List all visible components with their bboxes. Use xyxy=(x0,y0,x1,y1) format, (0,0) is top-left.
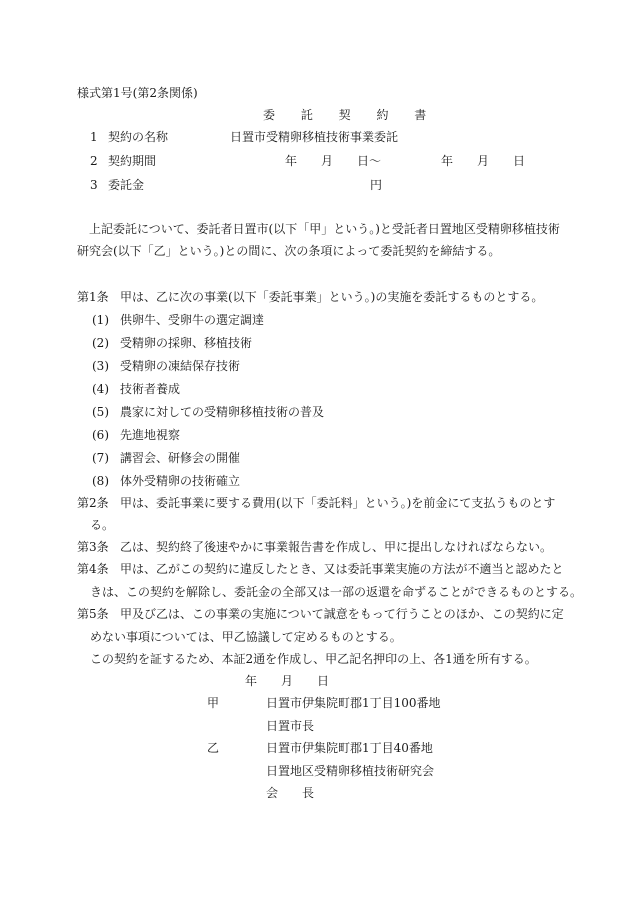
subitem-1-text: 供卵牛、受卵牛の選定調達 xyxy=(120,313,265,327)
article-5-line-2: めない事項については、甲乙協議して定めるものとする。 xyxy=(90,630,402,644)
subitem-2-number: (2) xyxy=(92,336,109,350)
item-2-value: 年 月 日〜 年 月 日 xyxy=(285,154,526,168)
item-1-label: 契約の名称 xyxy=(108,130,169,144)
subitem-4-text: 技術者養成 xyxy=(120,382,181,396)
article-4-line-2: きは、この契約を解除し、委託金の全部又は一部の返還を命ずることができるものとする。 xyxy=(90,585,583,599)
party-a-label: 甲 xyxy=(207,696,220,710)
item-3-number: 3 xyxy=(90,178,98,192)
article-4-head: 第4条 xyxy=(77,562,109,576)
closing-statement: この契約を証するため、本証2通を作成し、甲乙記名押印の上、各1通を所有する。 xyxy=(90,652,537,666)
subitem-5-text: 農家に対しての受精卵移植技術の普及 xyxy=(120,405,325,419)
signature-date: 年 月 日 xyxy=(245,674,330,688)
article-3-head: 第3条 xyxy=(77,540,109,554)
article-1-text: 甲は、乙に次の事業(以下「委託事業」という。)の実施を委託するものとする。 xyxy=(120,290,544,304)
subitem-4-number: (4) xyxy=(92,382,109,396)
subitem-8-text: 体外受精卵の技術確立 xyxy=(120,474,241,488)
preamble-line-1: 上記委託について、委託者日置市(以下「甲」という。)と受託者日置地区受精卵移植技術 xyxy=(77,222,560,236)
item-3-label: 委託金 xyxy=(108,178,145,192)
form-label: 様式第1号(第2条関係) xyxy=(77,86,198,100)
subitem-1-number: (1) xyxy=(92,313,109,327)
party-b-name: 日置地区受精卵移植技術研究会 xyxy=(266,764,435,778)
article-1-head: 第1条 xyxy=(77,290,109,304)
article-4-line-1: 甲は、乙がこの契約に違反したとき、又は委託事業実施の方法が不適当と認めたと xyxy=(120,562,564,576)
party-a-name: 日置市長 xyxy=(266,719,315,733)
subitem-7-text: 講習会、研修会の開催 xyxy=(120,451,241,465)
subitem-3-number: (3) xyxy=(92,359,109,373)
item-3-value: 円 xyxy=(370,178,383,192)
party-a-address: 日置市伊集院町郡1丁目100番地 xyxy=(266,696,441,710)
party-b-representative-title: 会 長 xyxy=(266,786,315,800)
item-1-number: 1 xyxy=(90,130,98,144)
item-2-number: 2 xyxy=(90,154,98,168)
subitem-6-text: 先進地視察 xyxy=(120,428,181,442)
item-2-label: 契約期間 xyxy=(108,154,157,168)
subitem-3-text: 受精卵の凍結保存技術 xyxy=(120,359,241,373)
document-title: 委 託 契 約 書 xyxy=(263,108,438,122)
article-3-line-1: 乙は、契約終了後速やかに事業報告書を作成し、甲に提出しなければならない。 xyxy=(120,540,553,554)
article-5-head: 第5条 xyxy=(77,607,109,621)
subitem-2-text: 受精卵の採卵、移植技術 xyxy=(120,336,253,350)
item-1-value: 日置市受精卵移植技術事業委託 xyxy=(230,130,399,144)
subitem-8-number: (8) xyxy=(92,474,109,488)
article-2-line-1: 甲は、委託事業に要する費用(以下「委託料」という。)を前金にて支払うものとす xyxy=(120,496,556,510)
article-2-line-2: る。 xyxy=(90,518,115,532)
article-2-head: 第2条 xyxy=(77,496,109,510)
subitem-6-number: (6) xyxy=(92,428,109,442)
subitem-7-number: (7) xyxy=(92,451,109,465)
party-b-label: 乙 xyxy=(207,741,220,755)
article-5-line-1: 甲及び乙は、この事業の実施について誠意をもって行うことのほか、この契約に定 xyxy=(120,607,564,621)
preamble-line-2: 研究会(以下「乙」という。)との間に、次の条項によって委託契約を締結する。 xyxy=(77,244,501,258)
party-b-address: 日置市伊集院町郡1丁目40番地 xyxy=(266,741,433,755)
subitem-5-number: (5) xyxy=(92,405,109,419)
